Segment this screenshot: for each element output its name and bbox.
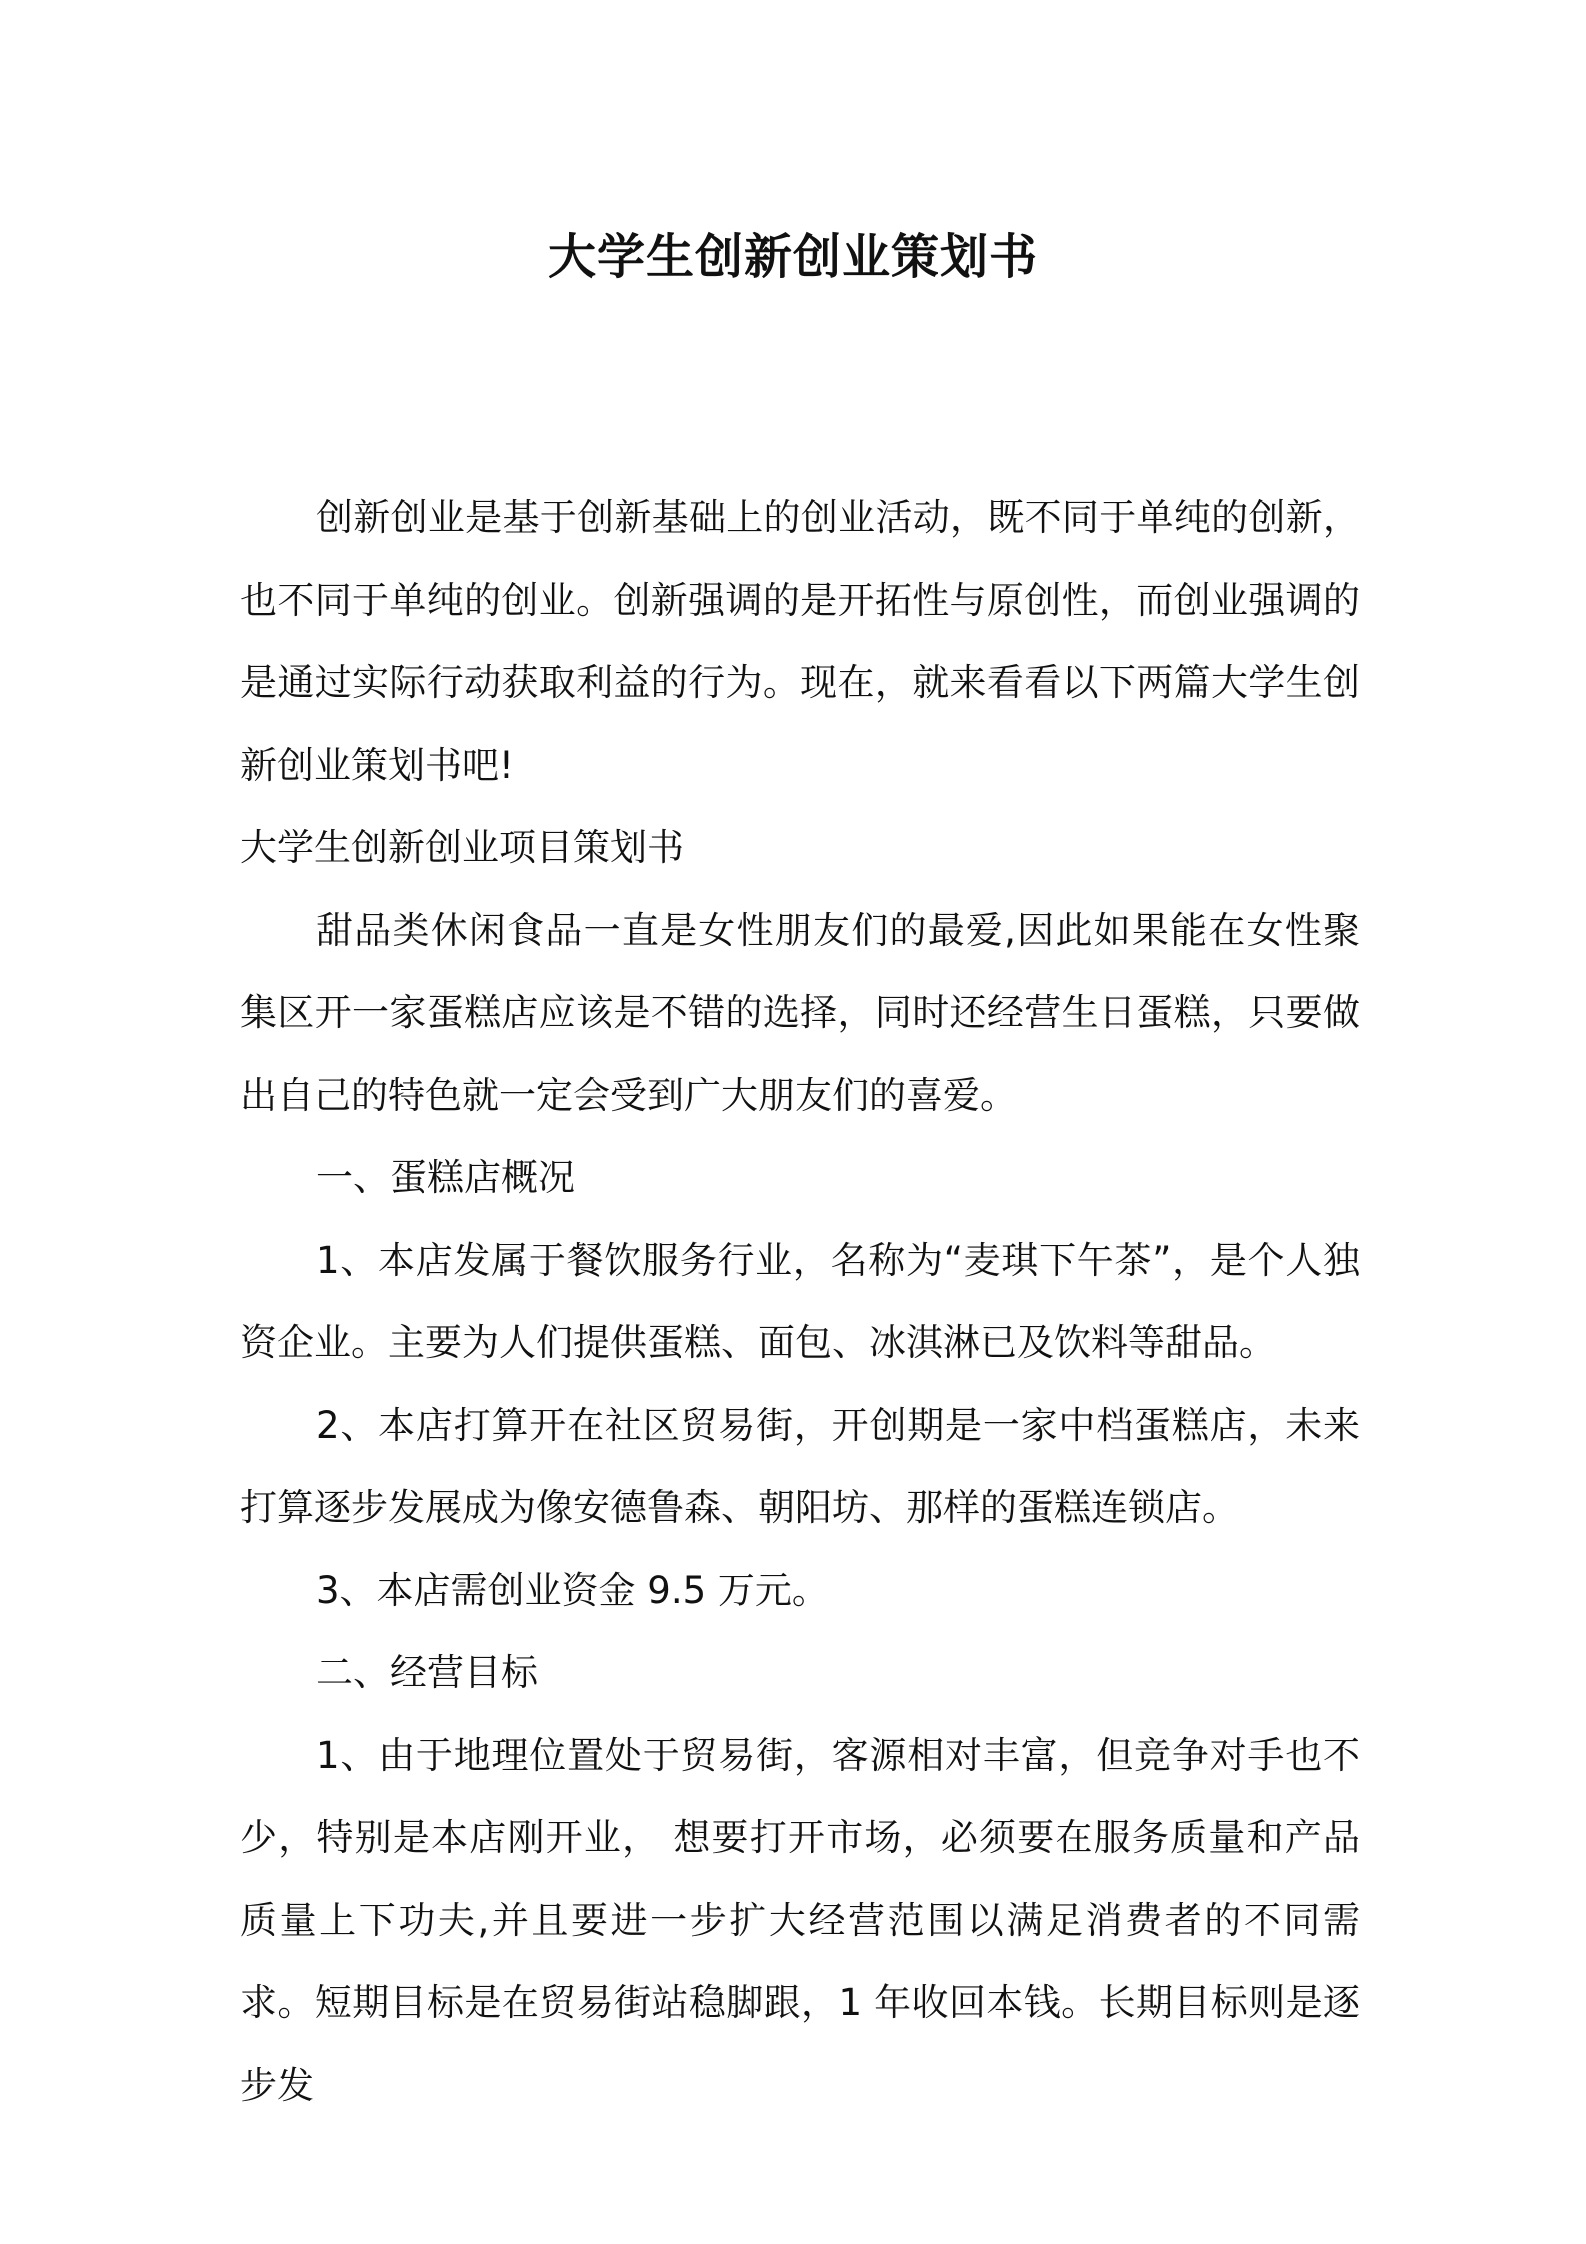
list-item: 1、本店发属于餐饮服务行业，名称为“麦琪下午茶”，是个人独资企业。主要为人们提供蛋糕、面包、冰淇淋已及饮料等甜品。 bbox=[240, 1238, 1360, 1364]
section-heading: 大学生创新创业项目策划书 bbox=[240, 826, 684, 869]
paragraph: 甜品类休闲食品一直是女性朋友们的最爱,因此如果能在女性聚集区开一家蛋糕店应该是不错的选择，同时还经营生日蛋糕，只要做出自己的特色就一定会受到广大朋友们的喜爱。 bbox=[240, 908, 1360, 1117]
list-item: 3、本店需创业资金 9.5 万元。 bbox=[316, 1568, 829, 1612]
subsection-heading: 一、蛋糕店概况 bbox=[316, 1156, 575, 1199]
paragraph-intro: 创新创业是基于创新基础上的创业活动，既不同于单纯的创新，也不同于单纯的创业。创新强调的是开拓性与原创性，而创业强调的是通过实际行动获取利益的行为。现在，就来看看以下两篇大学生创新创业策划书吧! bbox=[240, 496, 1360, 787]
list-item: 1、由于地理位置处于贸易街，客源相对丰富，但竞争对手也不少，特别是本店刚开业， 想要打开市场，必须要在服务质量和产品质量上下功夫,并且要进一步扩大经营范围以满足消费者的不同需求。短期目标是在贸易街站稳脚跟，1 年收回本钱。长期目标则是逐步发 bbox=[240, 1733, 1360, 2107]
document-body bbox=[240, 477, 1360, 2127]
list-item: 2、本店打算开在社区贸易街，开创期是一家中档蛋糕店，未来打算逐步发展成为像安德鲁森、朝阳坊、那样的蛋糕连锁店。 bbox=[240, 1403, 1360, 1529]
document-title: 大学生创新创业策划书 bbox=[547, 229, 1038, 285]
subsection-heading: 二、经营目标 bbox=[316, 1651, 538, 1694]
